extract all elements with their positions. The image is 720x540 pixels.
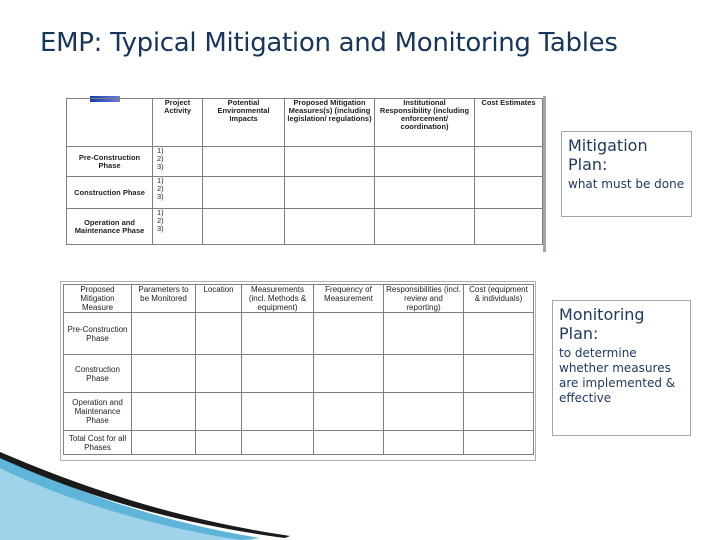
mitigation-header-phase <box>67 99 153 147</box>
table-cell <box>196 355 242 393</box>
table-cell <box>314 393 384 431</box>
mitigation-header-responsibility: Institutional Responsibility (including enforcement/ coordination) <box>375 99 475 147</box>
mitigation-plan-box <box>561 131 692 217</box>
table-cell <box>475 147 543 177</box>
table-row <box>64 313 534 355</box>
mitigation-header-impacts: Potential Environmental Impacts <box>203 99 285 147</box>
table-cell <box>314 313 384 355</box>
table-cell <box>314 355 384 393</box>
mitigation-table-image <box>60 96 546 252</box>
monitoring-header-parameters: Parameters to be Monitored <box>132 285 196 313</box>
activity-items: 1) 2) 3) <box>153 147 203 177</box>
table-cell <box>475 209 543 245</box>
table-cell <box>242 393 314 431</box>
mitigation-header-measures: Proposed Mitigation Measures(s) (including legislation/ regulations) <box>285 99 375 147</box>
mitigation-plan-heading: Mitigation Plan: <box>568 136 648 174</box>
phase-label: Construction Phase <box>64 355 132 393</box>
monitoring-header-cost: Cost (equipment & individuals) <box>464 285 534 313</box>
activity-items: 1) 2) 3) <box>153 177 203 209</box>
phase-label: Operation and Maintenance Phase <box>64 393 132 431</box>
mitigation-header-activity: Project Activity <box>153 99 203 147</box>
monitoring-plan-body: to determine whether measures are implemented & effective <box>559 346 676 405</box>
table-cell <box>384 393 464 431</box>
table-cell <box>375 177 475 209</box>
monitoring-header-measurements: Measurements (incl. Methods & equipment) <box>242 285 314 313</box>
table-row <box>64 355 534 393</box>
table-row <box>67 147 543 177</box>
activity-items: 1) 2) 3) <box>153 209 203 245</box>
table-row <box>67 209 543 245</box>
table-cell <box>375 209 475 245</box>
phase-label: Operation and Maintenance Phase <box>67 209 153 245</box>
table-cell <box>203 147 285 177</box>
decorative-swoosh <box>0 440 720 540</box>
table-cell <box>464 313 534 355</box>
table-cell <box>242 355 314 393</box>
monitoring-table <box>63 284 534 455</box>
monitoring-header-responsibilities: Responsibilities (incl. review and reporting) <box>384 285 464 313</box>
mitigation-plan-body: what must be done <box>568 177 685 191</box>
table-cell <box>375 147 475 177</box>
table-cell <box>384 313 464 355</box>
table-cell <box>475 177 543 209</box>
table-cell <box>196 393 242 431</box>
table-cell <box>285 147 375 177</box>
table-cell <box>132 393 196 431</box>
table-cell <box>285 209 375 245</box>
table-row <box>67 177 543 209</box>
phase-label: Total Cost for all Phases <box>64 431 132 455</box>
table-cell <box>203 177 285 209</box>
table-cell <box>464 393 534 431</box>
monitoring-plan-heading: Monitoring Plan: <box>559 305 645 343</box>
table-cell <box>285 177 375 209</box>
slide-title: EMP: Typical Mitigation and Monitoring Tables <box>40 28 618 58</box>
table-cell <box>384 355 464 393</box>
mitigation-table <box>66 98 543 245</box>
phase-label: Construction Phase <box>67 177 153 209</box>
monitoring-header-measure: Proposed Mitigation Measure <box>64 285 132 313</box>
table-row <box>64 393 534 431</box>
table-cell <box>132 313 196 355</box>
table-cell <box>242 313 314 355</box>
monitoring-header-frequency: Frequency of Measurement <box>314 285 384 313</box>
table-cell <box>464 355 534 393</box>
table-cell <box>132 355 196 393</box>
monitoring-plan-box <box>552 300 691 436</box>
monitoring-header-location: Location <box>196 285 242 313</box>
phase-label: Pre-Construction Phase <box>64 313 132 355</box>
table-cell <box>203 209 285 245</box>
phase-label: Pre-Construction Phase <box>67 147 153 177</box>
mitigation-header-cost: Cost Estimates <box>475 99 543 147</box>
table-cell <box>196 313 242 355</box>
monitoring-table-image <box>60 281 536 461</box>
